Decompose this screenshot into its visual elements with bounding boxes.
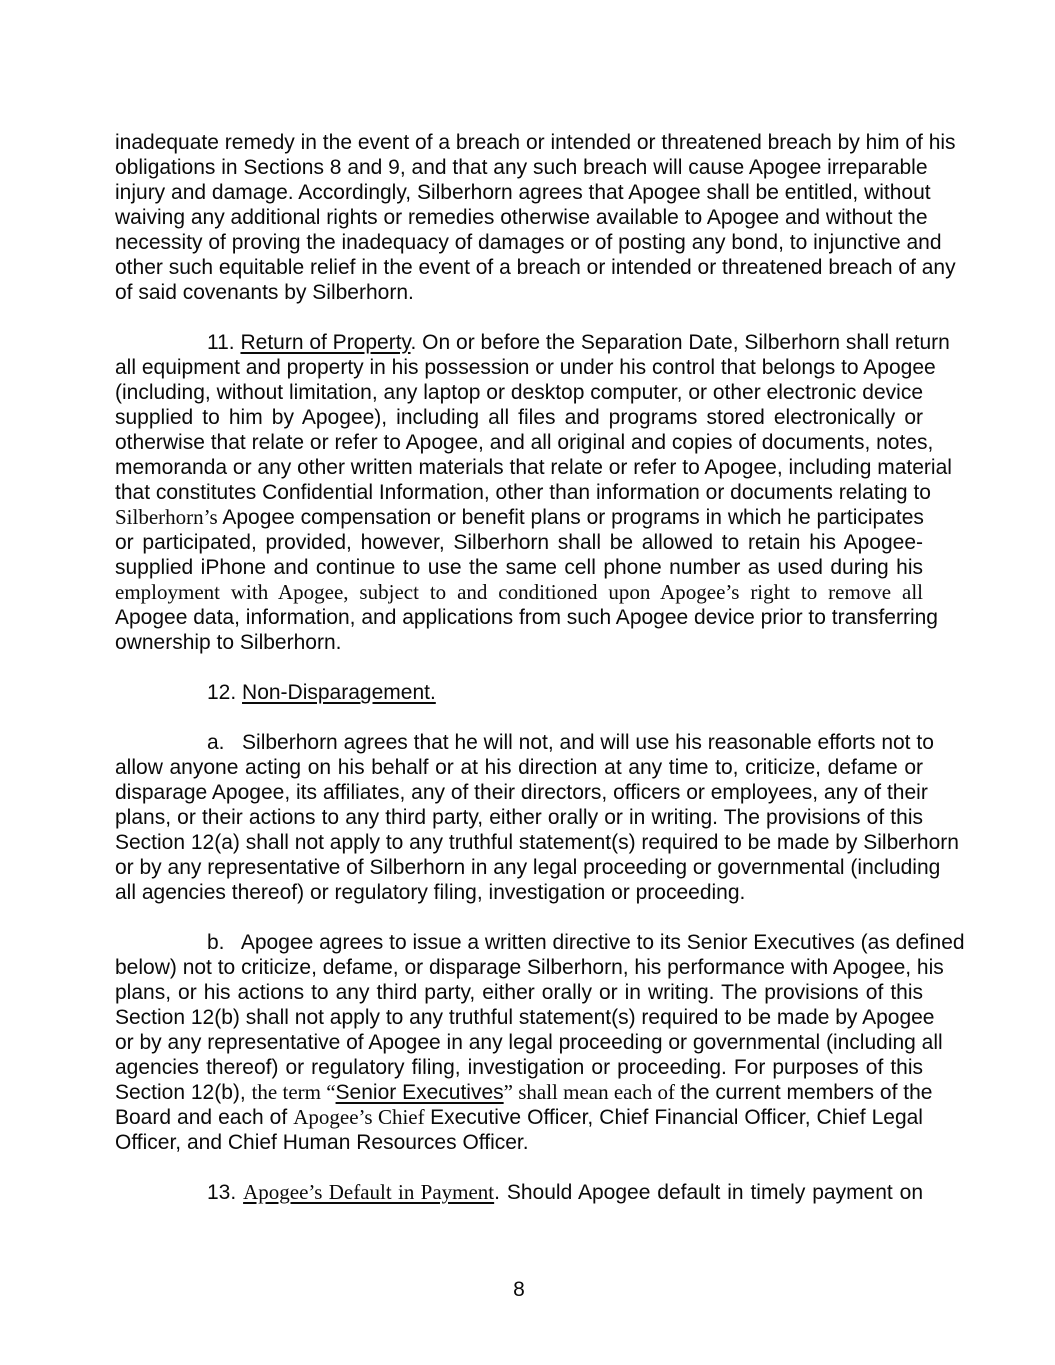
text-line [115, 805, 923, 830]
text-line [115, 880, 923, 905]
text-segment: Apogee’s Chief [293, 1105, 431, 1129]
text-line [115, 755, 923, 780]
text-segment: supplied iPhone and continue to use the same cell phone number as used during his [115, 556, 923, 579]
text-line [115, 180, 931, 205]
text-segment: 13. [207, 1181, 244, 1204]
text-line [115, 430, 934, 455]
text-line [115, 580, 923, 605]
text-segment: of said covenants by Silberhorn. [115, 281, 414, 304]
text-line [115, 405, 923, 430]
text-line [115, 230, 942, 255]
text-segment: that constitutes Confidential Information, other than information or documents relating to [115, 481, 931, 504]
text-segment: all equipment and property in his possession or under his control that belongs to Apogee [115, 356, 936, 379]
text-segment: 11. [207, 331, 241, 354]
text-segment: allow anyone acting on his behalf or at his direction at any time to, criticize, defame or [115, 756, 923, 779]
text-line [115, 530, 923, 555]
text-line [115, 480, 931, 505]
text-line [115, 680, 923, 705]
underlined-text: Apogee’s Default in Payment [243, 1180, 495, 1204]
text-segment: Apogee compensation or benefit plans or programs in which he participates [217, 506, 924, 529]
text-segment: Section 12(b), [115, 1081, 252, 1104]
text-segment: agencies thereof) or regulatory filing, investigation or proceeding. For purposes of this [115, 1056, 923, 1079]
text-line [115, 330, 950, 355]
section-12-heading [115, 680, 923, 705]
text-segment: (including, without limitation, any laptop or desktop computer, or other electronic device [115, 381, 923, 404]
text-line [115, 630, 923, 655]
text-segment: memoranda or any other written materials that relate or refer to Apogee, including material [115, 456, 952, 479]
text-segment: Silberhorn’s [115, 505, 218, 529]
text-segment: waiving any additional rights or remedies otherwise available to Apogee and without the [115, 206, 928, 229]
text-line [115, 980, 923, 1005]
text-segment: Section 12(a) shall not apply to any truthful statement(s) required to be made by Silberhorn [115, 831, 959, 854]
text-line [115, 1005, 935, 1030]
text-segment: Board and each of [115, 1106, 294, 1129]
text-segment: otherwise that relate or refer to Apogee, and all original and copies of documents, notes, [115, 431, 934, 454]
text-line [115, 130, 956, 155]
text-line [115, 930, 965, 955]
text-line [115, 830, 959, 855]
underlined-text: Non-Disparagement. [242, 681, 436, 704]
text-segment: b. Apogee agrees to issue a written directive to its Senior Executives (as defined [207, 931, 965, 954]
text-line [115, 1105, 923, 1130]
text-segment: Section 12(b) shall not apply to any truthful statement(s) required to be made by Apogee [115, 1006, 935, 1029]
text-segment: the current members of the [680, 1081, 933, 1104]
text-segment: 12. [207, 681, 243, 704]
text-line [115, 1030, 943, 1055]
text-segment: all agencies thereof) or regulatory filing, investigation or proceeding. [115, 881, 746, 904]
text-segment: obligations in Sections 8 and 9, and that any such breach will cause Apogee irreparable [115, 156, 928, 179]
text-line [115, 505, 923, 530]
text-line [115, 1055, 923, 1080]
text-segment: disparage Apogee, its affiliates, any of their directors, officers or employees, any of their [115, 781, 928, 804]
text-line [115, 280, 923, 305]
text-line [115, 355, 936, 380]
text-segment: a. Silberhorn agrees that he will not, and will use his reasonable efforts not to [207, 731, 934, 754]
section-12b-paragraph [115, 930, 965, 1155]
section-13-paragraph [115, 1180, 923, 1205]
text-segment: plans, or his actions to any third party, either orally or in writing. The provisions of this [115, 981, 923, 1004]
paragraph-continuation [115, 130, 956, 305]
text-segment: supplied to him by Apogee), including all files and programs stored electronically or [115, 406, 923, 429]
text-line [115, 955, 944, 980]
text-segment: below) not to criticize, defame, or disparage Silberhorn, his performance with Apogee, his [115, 956, 944, 979]
text-segment: plans, or their actions to any third party, either orally or in writing. The provisions of this [115, 806, 923, 829]
page-number: 8 [513, 1278, 525, 1301]
text-segment: Officer, and Chief Human Resources Officer. [115, 1131, 529, 1154]
text-segment: inadequate remedy in the event of a breach or intended or threatened breach by him of his [115, 131, 956, 154]
text-line [115, 1080, 933, 1105]
text-segment: other such equitable relief in the event of a breach or intended or threatened breach of any [115, 256, 956, 279]
text-line [115, 380, 923, 405]
text-line [115, 1130, 923, 1155]
text-segment: Executive Officer, Chief Financial Officer, Chief Legal [430, 1106, 923, 1129]
text-line [115, 255, 956, 280]
text-segment: . Should Apogee default in timely payment on [494, 1181, 924, 1204]
text-segment: injury and damage. Accordingly, Silberhorn agrees that Apogee shall be entitled, without [115, 181, 931, 204]
text-segment: ownership to Silberhorn. [115, 631, 342, 654]
text-line [115, 730, 934, 755]
text-segment: the term “ [251, 1080, 336, 1104]
text-line [115, 1180, 923, 1205]
text-line [115, 205, 928, 230]
text-line [115, 155, 928, 180]
underlined-text: Senior Executives [335, 1081, 504, 1104]
text-segment: employment with Apogee, subject to and conditioned upon Apogee’s right to remove all [115, 580, 923, 604]
text-segment: . On or before the Separation Date, Silberhorn shall return [410, 331, 950, 354]
text-segment: or participated, provided, however, Silberhorn shall be allowed to retain his Apogee- [115, 531, 923, 554]
text-segment: or by any representative of Apogee in any legal proceeding or governmental (including all [115, 1031, 943, 1054]
text-segment: necessity of proving the inadequacy of damages or of posting any bond, to injunctive and [115, 231, 942, 254]
text-line [115, 555, 923, 580]
text-segment: or by any representative of Silberhorn in any legal proceeding or governmental (including [115, 856, 941, 879]
text-line [115, 855, 941, 880]
text-line [115, 780, 928, 805]
text-line [115, 605, 938, 630]
underlined-text: Return of Property [240, 331, 411, 354]
document-body [115, 130, 965, 1230]
text-segment: Apogee data, information, and applications from such Apogee device prior to transferring [115, 606, 938, 629]
section-12a-paragraph [115, 730, 959, 905]
section-11-return-of-property [115, 330, 952, 655]
text-segment: ” shall mean each of [503, 1080, 681, 1104]
text-line [115, 455, 952, 480]
